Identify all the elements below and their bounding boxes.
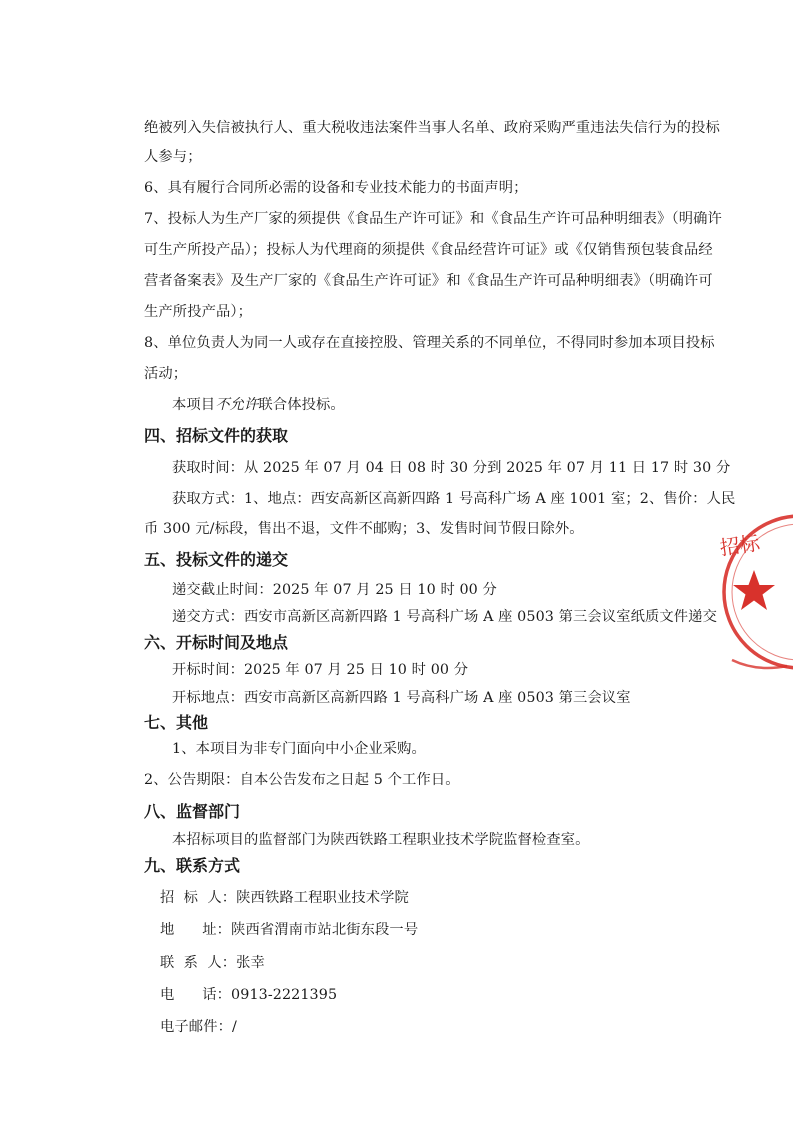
- requirement-7-line-1: 7、投标人为生产厂家的须提供《食品生产许可证》和《食品生产许可品种明细表》（明确许: [144, 211, 722, 227]
- requirement-8-line-1: 8、单位负责人为同一人或存在直接控股、管理关系的不同单位，不得同时参加本项目投标: [144, 335, 715, 351]
- other-item-2: 2、公告期限：自本公告发布之日起 5 个工作日。: [144, 772, 460, 788]
- consortium-pre: 本项目: [172, 397, 216, 413]
- section-6-title: 六、开标时间及地点: [144, 633, 289, 652]
- requirement-8-line-2: 活动；: [144, 366, 188, 382]
- eligibility-text-line-1: 绝被列入失信被执行人、重大税收违法案件当事人名单、政府采购严重违法失信行为的投标: [144, 120, 720, 136]
- section-7-title: 七、其他: [144, 713, 209, 732]
- contact-address: 地 址：陕西省渭南市站北街东段一号: [160, 922, 419, 938]
- contact-phone: 电 话：0913-2221395: [160, 987, 338, 1003]
- consortium-statement: [172, 395, 345, 415]
- requirement-7-line-4: 生产所投产品）；: [144, 304, 253, 320]
- consortium-post: 联合体投标。: [258, 397, 345, 413]
- contact-tenderer: 招 标 人：陕西铁路工程职业技术学院: [160, 890, 409, 906]
- acquisition-method-line-2: 币 300 元/标段，售出不退，文件不邮购；3、发售时间节假日除外。: [144, 521, 584, 537]
- section-4-title: 四、招标文件的获取: [144, 426, 289, 445]
- requirement-7-line-2: 可生产所投产品）；投标人为代理商的须提供《食品经营许可证》或《仅销售预包装食品经: [144, 242, 713, 258]
- submission-deadline: 递交截止时间：2025 年 07 月 25 日 10 时 00 分: [172, 582, 497, 598]
- opening-place: 开标地点：西安市高新区高新四路 1 号高科广场 A 座 0503 第三会议室: [172, 690, 631, 706]
- contact-person: 联 系 人：张幸: [160, 955, 265, 971]
- opening-time: 开标时间：2025 年 07 月 25 日 10 时 00 分: [172, 662, 469, 678]
- requirement-7-line-3: 营者备案表》及生产厂家的《食品生产许可证》和《食品生产许可品种明细表》（明确许可: [144, 273, 713, 289]
- section-5-title: 五、投标文件的递交: [144, 550, 289, 569]
- seal-star-icon: [733, 570, 775, 610]
- contact-email: 电子邮件：/: [160, 1019, 237, 1035]
- section-8-title: 八、监督部门: [144, 802, 241, 821]
- consortium-not-allowed: 不允许: [215, 397, 259, 413]
- official-seal: [712, 512, 793, 672]
- eligibility-text-line-2: 人参与；: [144, 149, 202, 165]
- other-item-1: 1、本项目为非专门面向中小企业采购。: [172, 741, 426, 757]
- acquisition-time: 获取时间：从 2025 年 07 月 04 日 08 时 30 分到 2025 年 07 月 11 日 17 时 30 分: [172, 460, 731, 476]
- acquisition-method-line-1: 获取方式：1、地点：西安高新区高新四路 1 号高科广场 A 座 1001 室；2、售价：人民: [172, 491, 736, 507]
- submission-method: 递交方式：西安市高新区高新四路 1 号高科广场 A 座 0503 第三会议室纸质文件递交: [172, 609, 717, 625]
- seal-text: 招标: [718, 530, 762, 560]
- supervision-text: 本招标项目的监督部门为陕西铁路工程职业技术学院监督检查室。: [172, 832, 590, 848]
- section-9-title: 九、联系方式: [144, 856, 241, 875]
- requirement-6: 6、具有履行合同所必需的设备和专业技术能力的书面声明；: [144, 180, 528, 196]
- seal-graphic: [712, 512, 793, 672]
